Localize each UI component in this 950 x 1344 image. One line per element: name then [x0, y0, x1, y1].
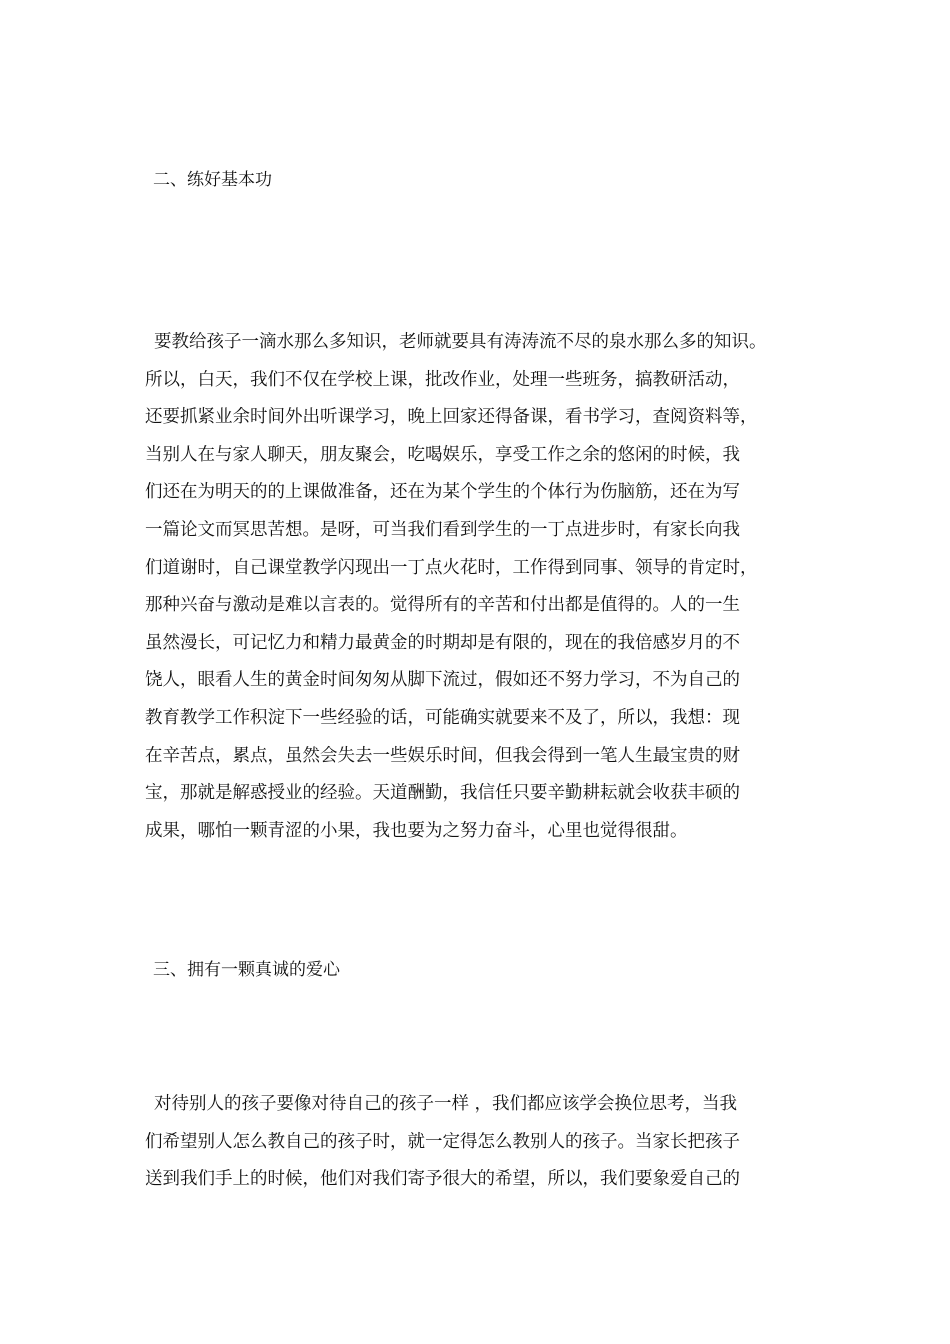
paragraph-line: 一篇论文而冥思苦想。是呀，可当我们看到学生的一丁点进步时，有家长向我	[145, 519, 740, 540]
paragraph-line: 们还在为明天的的上课做准备，还在为某个学生的个体行为伤脑筋，还在为写	[145, 482, 740, 503]
paragraph-basic-skills	[145, 324, 825, 850]
paragraph-line: 成果，哪怕一颗青涩的小果，我也要为之努力奋斗，心里也觉得很甜。	[145, 820, 688, 841]
paragraph-line: 们希望别人怎么教自己的孩子时，就一定得怎么教别人的孩子。当家长把孩子	[145, 1131, 740, 1152]
paragraph-line: 饶人，眼看人生的黄金时间匆匆从脚下流过，假如还不努力学习，不为自己的	[145, 670, 740, 691]
paragraph-line: 教育教学工作积淀下一些经验的话，可能确实就要来不及了，所以，我想：现	[145, 707, 740, 728]
paragraph-line: 虽然漫长，可记忆力和精力最黄金的时期却是有限的，现在的我倍感岁月的不	[145, 632, 740, 653]
paragraph-line: 宝，那就是解惑授业的经验。天道酬勤，我信任只要辛勤耕耘就会收获丰硕的	[145, 783, 740, 804]
section-heading-sincere-love: 三、拥有一颗真诚的爱心	[153, 960, 340, 980]
paragraph-line: 在辛苦点，累点，虽然会失去一些娱乐时间，但我会得到一笔人生最宝贵的财	[145, 745, 740, 766]
paragraph-line: 送到我们手上的时候，他们对我们寄予很大的希望，所以，我们要象爱自己的	[145, 1169, 740, 1190]
paragraph-line: 们道谢时，自己课堂教学闪现出一丁点火花时，工作得到同事、领导的肯定时，	[145, 557, 758, 578]
paragraph-line: 所以，白天，我们不仅在学校上课，批改作业，处理一些班务，搞教研活动，	[145, 369, 740, 390]
paragraph-line: 那种兴奋与激动是难以言表的。觉得所有的辛苦和付出都是值得的。人的一生	[145, 595, 740, 616]
paragraph-line: 对待别人的孩子要像对待自己的孩子一样 ，我们都应该学会换位思考，当我	[154, 1094, 738, 1114]
paragraph-line: 还要抓紧业余时间外出听课学习，晚上回家还得备课，看书学习，查阅资料等，	[145, 407, 758, 428]
paragraph-line: 当别人在与家人聊天，朋友聚会，吃喝娱乐，享受工作之余的悠闲的时候，我	[145, 444, 740, 465]
section-heading-basic-skills: 二、练好基本功	[153, 170, 272, 190]
paragraph-sincere-love	[145, 1086, 825, 1199]
paragraph-line: 要教给孩子一滴水那么多知识，老师就要具有涛涛流不尽的泉水那么多的知识。	[154, 332, 767, 352]
